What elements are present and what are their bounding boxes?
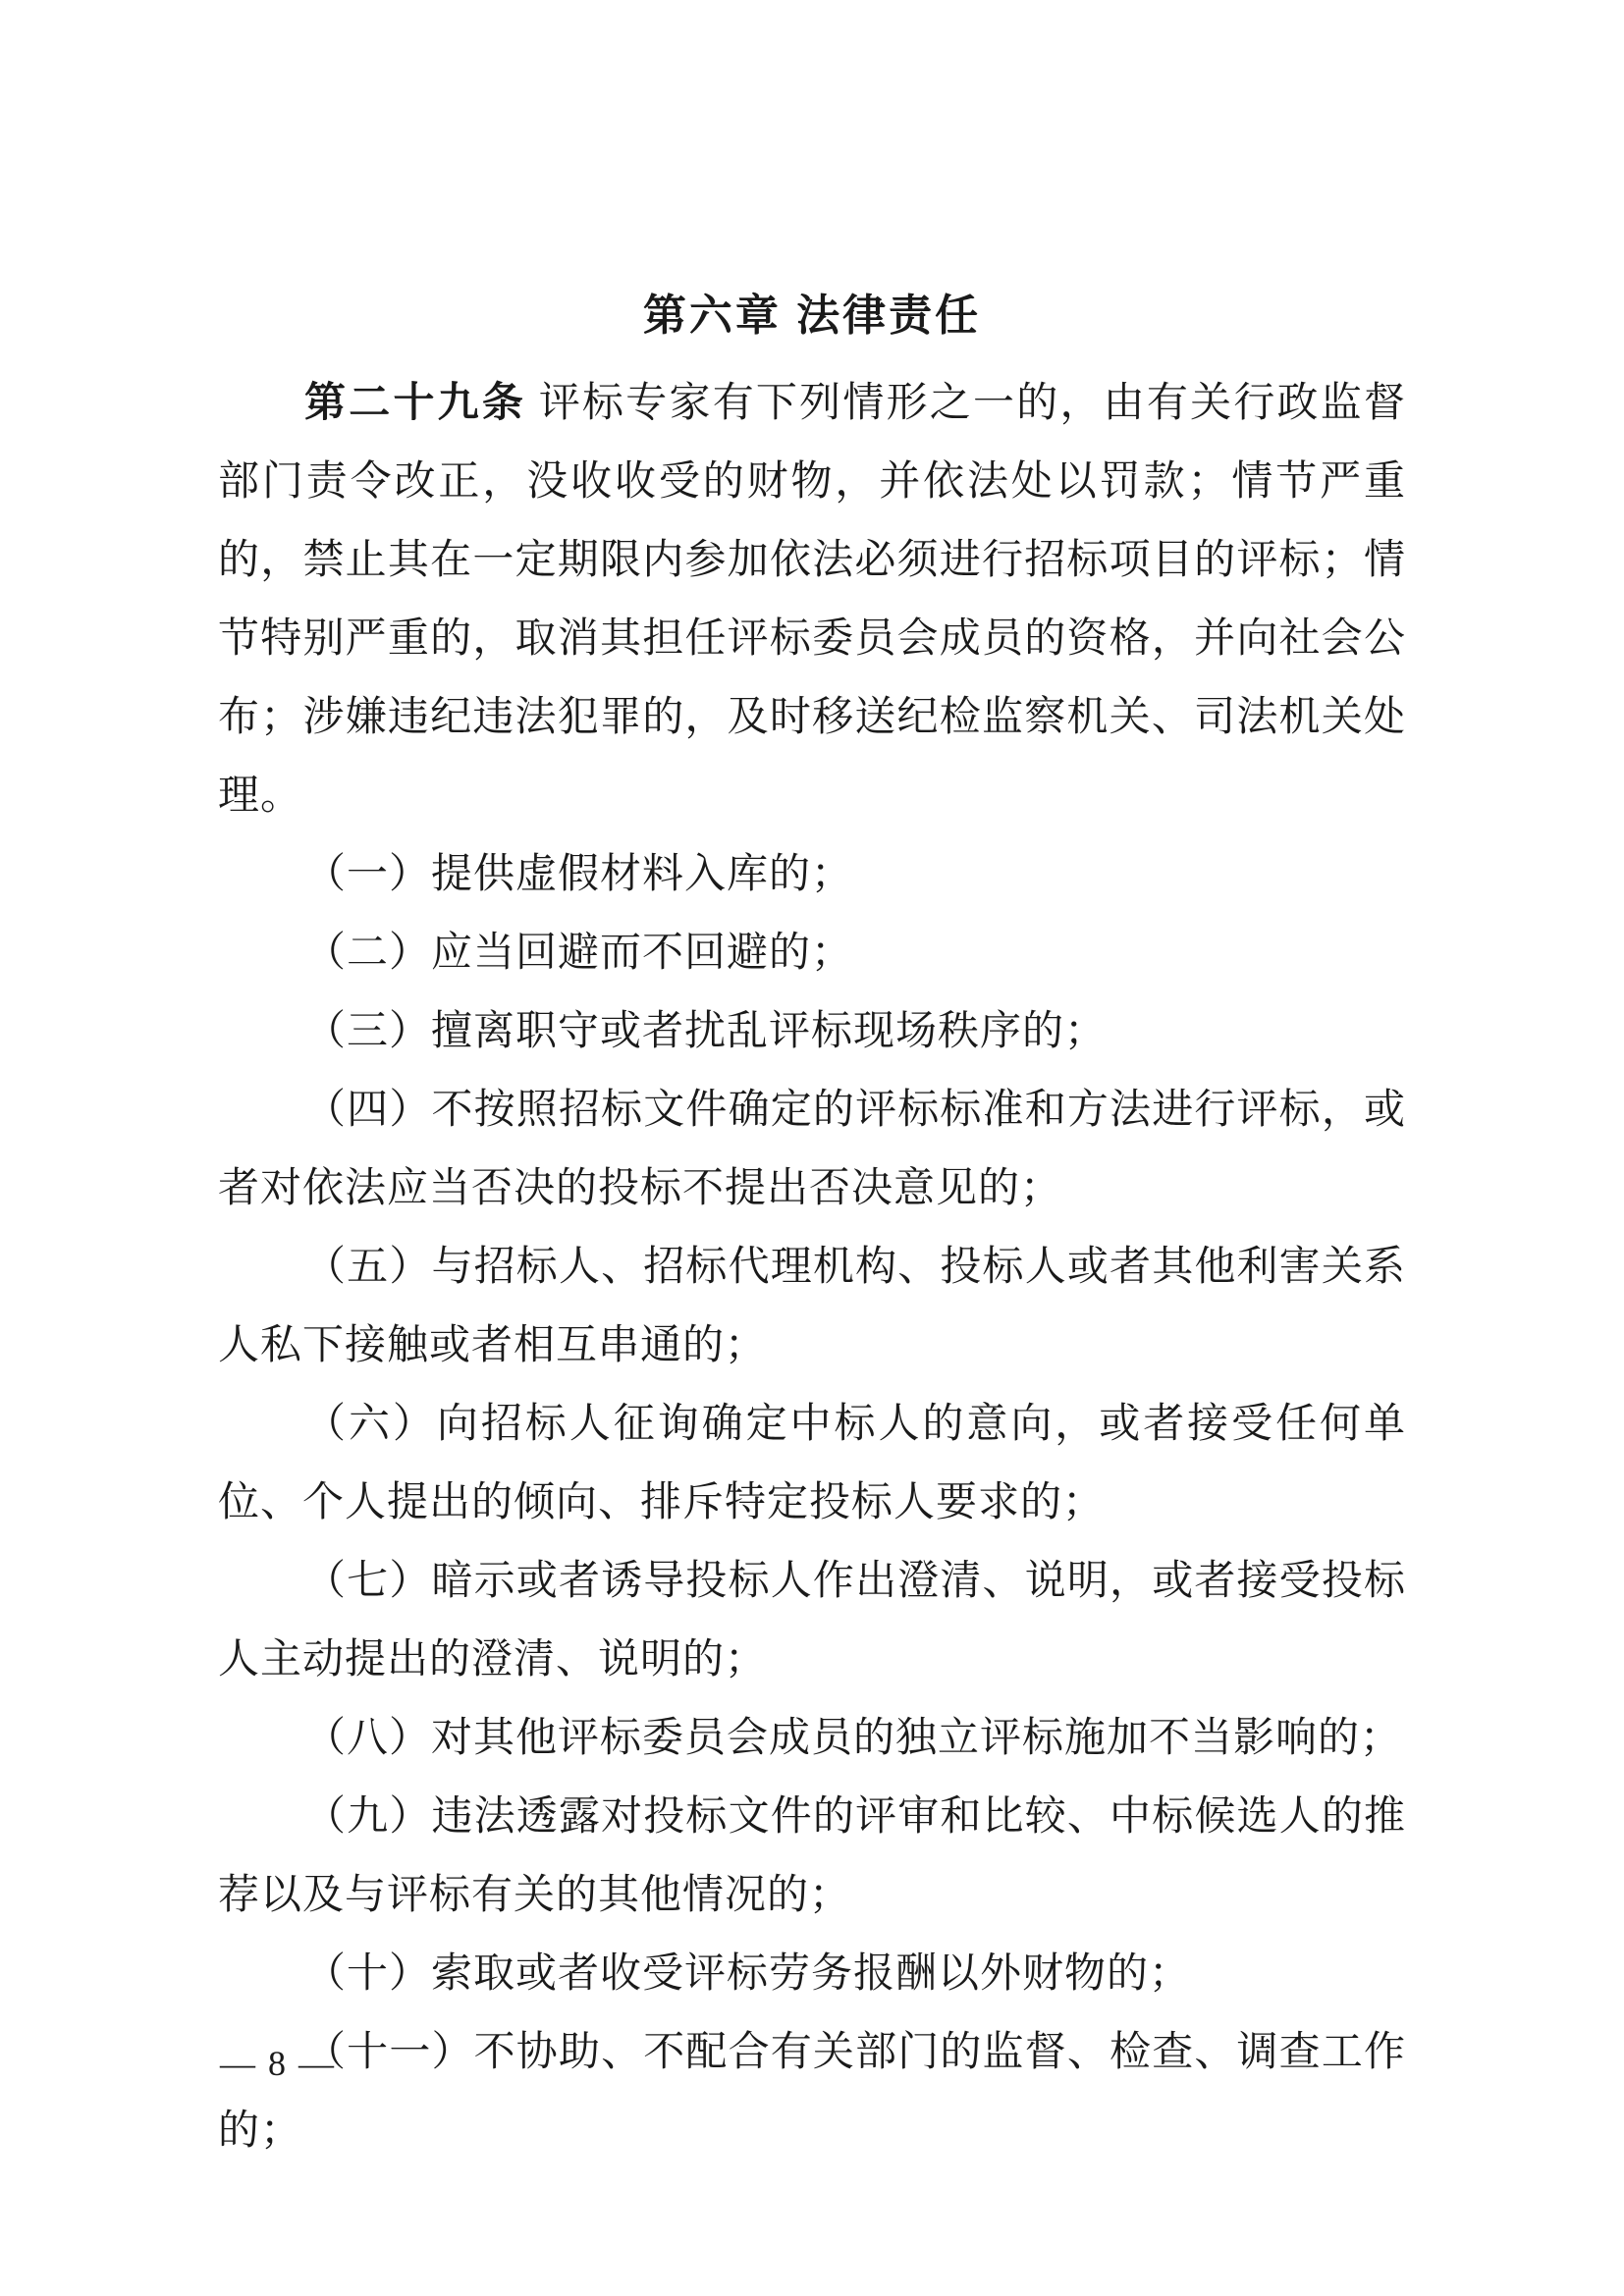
article-body: 评标专家有下列情形之一的，由有关行政监督部门责令改正，没收收受的财物，并依法处以罚款；情节严重的，禁止其在一定期限内参加依法必须进行招标项目的评标；情节特别严重的，取消其担任评标委员会成员的资格，并向社会公布；涉嫌违纪违法犯罪的，及时移送纪检监察机关、司法机关处理。 xyxy=(218,381,1406,819)
article-number: 第二十九条 xyxy=(304,379,527,425)
list-item: （十一）不协助、不配合有关部门的监督、检查、调查工作的； xyxy=(218,2030,1406,2154)
list-item: （九）违法透露对投标文件的评审和比较、中标候选人的推荐以及与评标有关的其他情况的； xyxy=(218,1794,1406,1918)
list-item: （四）不按照招标文件确定的评标标准和方法进行评标，或者对依法应当否决的投标不提出否决意见的； xyxy=(218,1088,1406,1211)
chapter-title: 第六章 法律责任 xyxy=(642,292,982,340)
list-item: （六）向招标人征询确定中标人的意向，或者接受任何单位、个人提出的倾向、排斥特定投标人要求的； xyxy=(218,1402,1406,1525)
list-item: （八）对其他评标委员会成员的独立评标施加不当影响的； xyxy=(304,1716,1403,1761)
list-item: （一）提供虚假材料入库的； xyxy=(304,852,854,897)
list-item: （五）与招标人、招标代理机构、投标人或者其他利害关系人私下接触或者相互串通的； xyxy=(218,1245,1406,1368)
list-item: （二）应当回避而不回避的； xyxy=(304,931,854,976)
list-item: （十）索取或者收受评标劳务报酬以外财物的； xyxy=(304,1951,1192,1997)
list-item: （七）暗示或者诱导投标人作出澄清、说明，或者接受投标人主动提出的澄清、说明的； xyxy=(218,1559,1406,1682)
page-number: — 8 — xyxy=(220,2044,336,2083)
article-paragraph xyxy=(218,363,1406,835)
list-item: （三）擅离职守或者扰乱评标现场秩序的； xyxy=(304,1009,1108,1054)
